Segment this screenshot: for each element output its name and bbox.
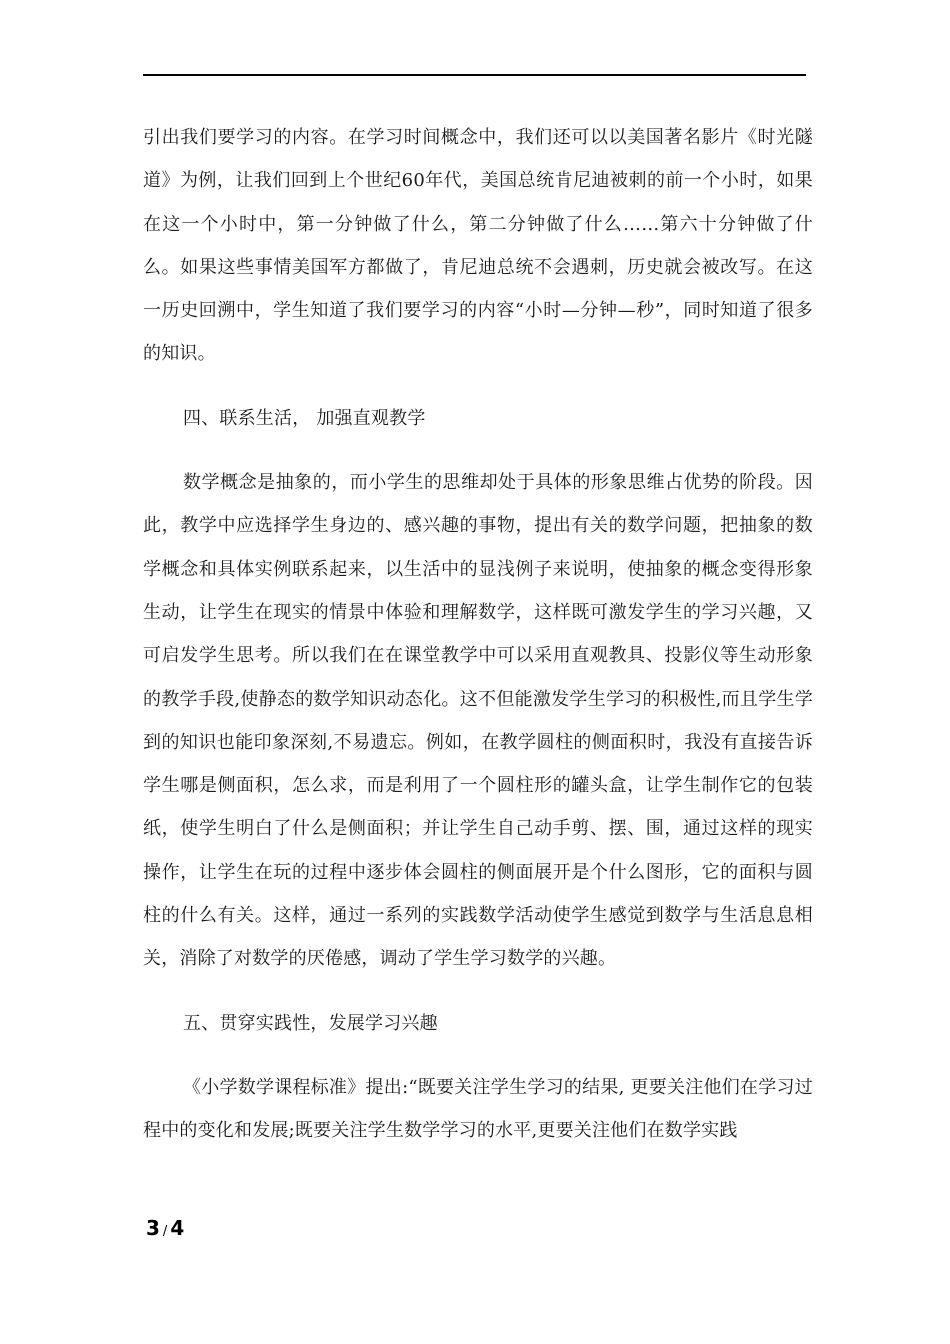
paragraph-time-tunnel-example: 引出我们要学习的内容。在学习时间概念中，我们还可以以美国著名影片《时光隧道》为例，让我们回到上个世纪60年代，美国总统肯尼迪被刺的前一个小时，如果在这一个小时中，第一分钟做了什么，第二分钟做了什么……第六十分钟做了什么。如果这些事情美国军方都做了，肯尼迪总统不会遇刺，历史就会被改写。在这一历史回溯中，学生知道了我们要学习的内容“小时—分钟—秒”，同时知道了很多的知识。 bbox=[143, 127, 813, 365]
section-heading-five: 五、贯穿实践性，发展学习兴趣 bbox=[183, 1012, 438, 1034]
paragraph-intuitive-teaching: 数学概念是抽象的，而小学生的思维却处于具体的形象思维占优势的阶段。因此，教学中应选择学生身边的、感兴趣的事物，提出有关的数学问题，把抽象的数学概念和具体实例联系起来，以生活中的显浅例子来说明，使抽象的概念变得形象生动，让学生在现实的情景中体验和理解数学，这样既可激发学生的学习兴趣，又可启发学生思考。所以我们在在课堂教学中可以采用直观教具、投影仪等生动形象的教学手段,使静态的数学知识动态化。这不但能激发学生学习的积极性,而且学生学到的知识也能印象深刻,不易遗忘。例如，在教学圆柱的侧面积时，我没有直接告诉学生哪是侧面积，怎么求，而是利用了一个圆柱形的罐头盒，让学生制作它的包装纸，使学生明白了什么是侧面积；并让学生自己动手剪、摆、围，通过这样的现实操作，让学生在玩的过程中逐步体会圆柱的侧面展开是个什么图形，它的面积与圆柱的什么有关。这样，通过一系列的实践数学活动使学生感觉到数学与生活息息相关，消除了对数学的厌倦感，调动了学生学习数学的兴趣。 bbox=[143, 472, 813, 970]
document-body bbox=[143, 116, 813, 1153]
page-number bbox=[146, 1216, 184, 1240]
header-rule bbox=[143, 74, 806, 76]
page-number-total: 4 bbox=[170, 1216, 185, 1240]
page-number-separator: / bbox=[162, 1224, 168, 1239]
page-number-current: 3 bbox=[146, 1216, 160, 1240]
paragraph-curriculum-standard: 《小学数学课程标准》提出:“既要关注学生学习的结果, 更要关注他们在学习过程中的变化和发展;既要关注学生数学学习的水平,更要关注他们在数学实践 bbox=[143, 1076, 813, 1142]
section-heading-four: 四、联系生活， 加强直观教学 bbox=[183, 407, 426, 429]
